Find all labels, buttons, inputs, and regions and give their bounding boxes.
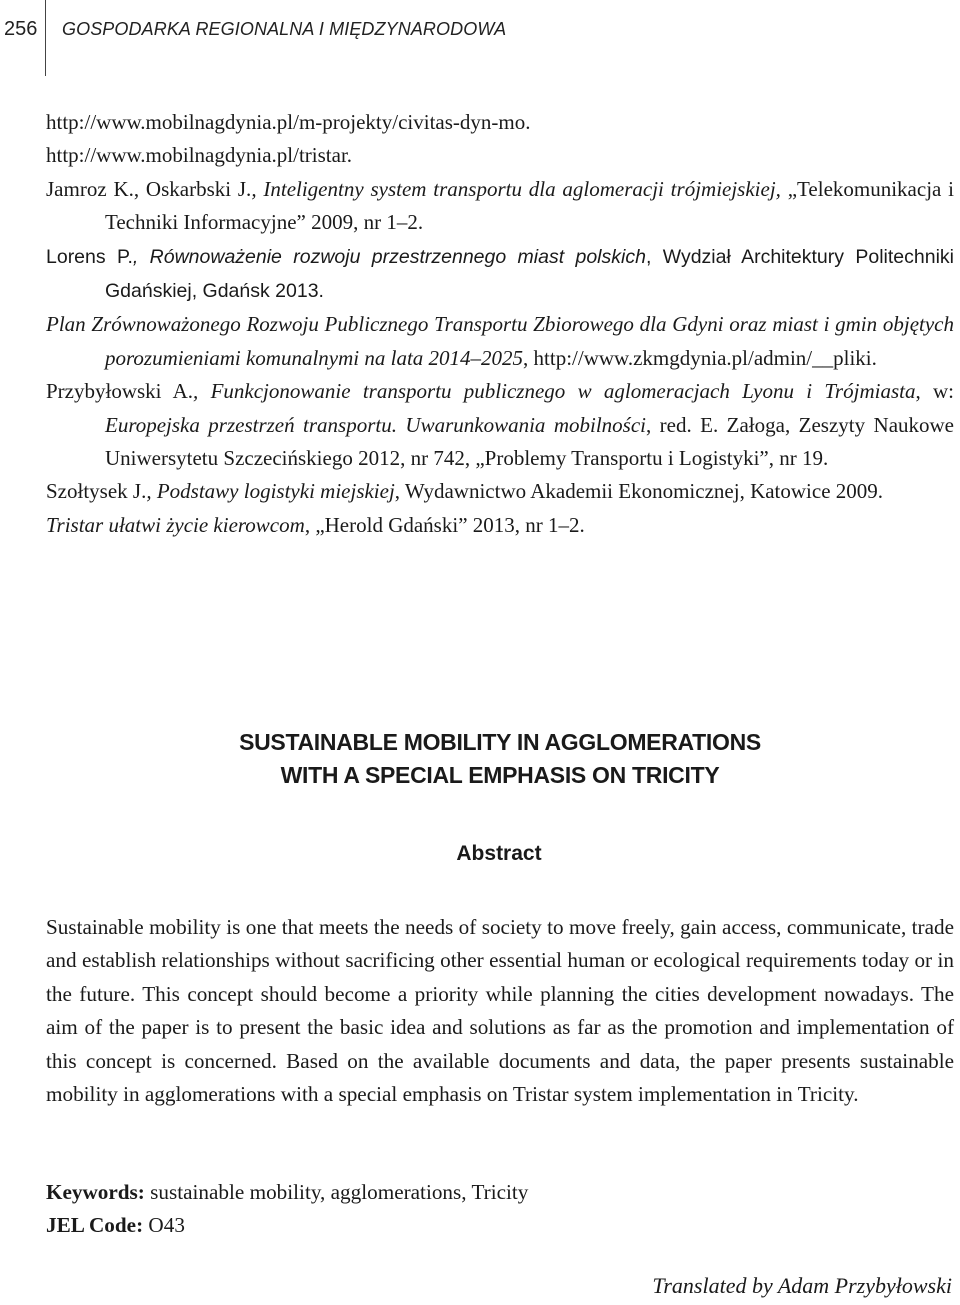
reference-text: http://www.mobilnagdynia.pl/tristar. — [46, 143, 353, 168]
running-title: GOSPODARKA REGIONALNA I MIĘDZYNARODOWA — [62, 19, 507, 39]
reference-title: , Podstawy logistyki miejskiej — [146, 479, 395, 504]
reference-book-title: Europejska przestrzeń transportu. Uwarunkowania mobilności — [105, 412, 646, 437]
reference-details: , „Herold Gdański” 2013, nr 1–2. — [304, 512, 585, 537]
reference-list — [46, 106, 954, 542]
page-header — [0, 0, 960, 75]
reference-title: Tristar ułatwi życie kierowcom — [46, 512, 305, 537]
abstract-text: Sustainable mobility is one that meets the needs of society to move freely, gain access, communicate, trade and establish relationships without sacrificing other essential human or ecological requirements today or in the future. This concept should become a priority while planning the cities development nowadays. The aim of the paper is to present the basic idea and solutions as far as the promotion and implementation of this concept is concerned. Based on the available documents and data, the paper presents sustainable mobility in agglomerations with a special emphasis on Tristar system implementation in Tricity. — [46, 915, 954, 1107]
keywords-label: Keywords: — [46, 1180, 145, 1204]
reference-details: , Wydział Architektury Politechniki Gdańskiej, Gdańsk 2013. — [105, 245, 955, 303]
reference-author: Jamroz K., Oskarbski J. — [46, 176, 252, 201]
reference-details: , http://www.zkmgdynia.pl/admin/__pliki. — [523, 345, 877, 370]
reference-title: , Funkcjonowanie transportu publicznego w aglomeracjach Lyonu i Trójmiasta — [193, 379, 916, 404]
reference-author: Przybyłowski A. — [46, 379, 194, 404]
article-title — [0, 726, 960, 792]
reference-details: , Wydawnictwo Akademii Ekonomicznej, Katowice 2009. — [394, 479, 884, 504]
reference-author: Lorens P. — [46, 245, 133, 268]
keywords-line — [46, 1180, 954, 1205]
reference-author: Szołtysek J. — [46, 479, 147, 504]
reference-item — [46, 509, 954, 542]
reference-item — [46, 139, 954, 172]
jel-code-value: O43 — [143, 1213, 185, 1237]
reference-item — [46, 106, 954, 139]
page-number: 256 — [4, 18, 38, 40]
reference-text: http://www.mobilnagdynia.pl/m-projekty/civitas-dyn-mo. — [46, 110, 531, 134]
translator-credit: Translated by Adam Przybyłowski — [652, 1273, 952, 1298]
jel-code-line — [46, 1213, 954, 1238]
reference-item — [46, 375, 954, 475]
article-title-line: SUSTAINABLE MOBILITY IN AGGLOMERATIONS — [239, 729, 761, 755]
reference-item — [46, 240, 954, 309]
reference-title: , Równoważenie rozwoju przestrzennego miast polskich — [132, 245, 646, 268]
reference-details: „Telekomunikacja i Techniki Informacyjne” 2009, nr 1–2. — [105, 176, 954, 235]
reference-title: , Inteligentny system transportu dla aglomeracji trójmiejskiej, — [251, 176, 781, 201]
reference-connector: , w: — [915, 379, 954, 404]
reference-item — [46, 173, 954, 240]
article-title-line: WITH A SPECIAL EMPHASIS ON TRICITY — [280, 762, 720, 788]
reference-item — [46, 308, 954, 375]
abstract-heading: Abstract — [456, 842, 542, 865]
jel-code-label: JEL Code: — [46, 1213, 144, 1237]
header-divider — [45, 0, 46, 76]
reference-details: , red. E. Załoga, Zeszyty Naukowe Uniwersytetu Szczecińskiego 2012, nr 742, „Problemy Transportu i Logistyki”, nr 19. — [105, 412, 954, 471]
reference-title: Plan Zrównoważonego Rozwoju Publicznego Transportu Zbiorowego dla Gdyni oraz miast i gmin objętych porozumieniami komunalnymi na lata 2014–2025 — [46, 312, 954, 370]
reference-item — [46, 475, 954, 508]
keywords-value: sustainable mobility, agglomerations, Tricity — [144, 1180, 529, 1204]
